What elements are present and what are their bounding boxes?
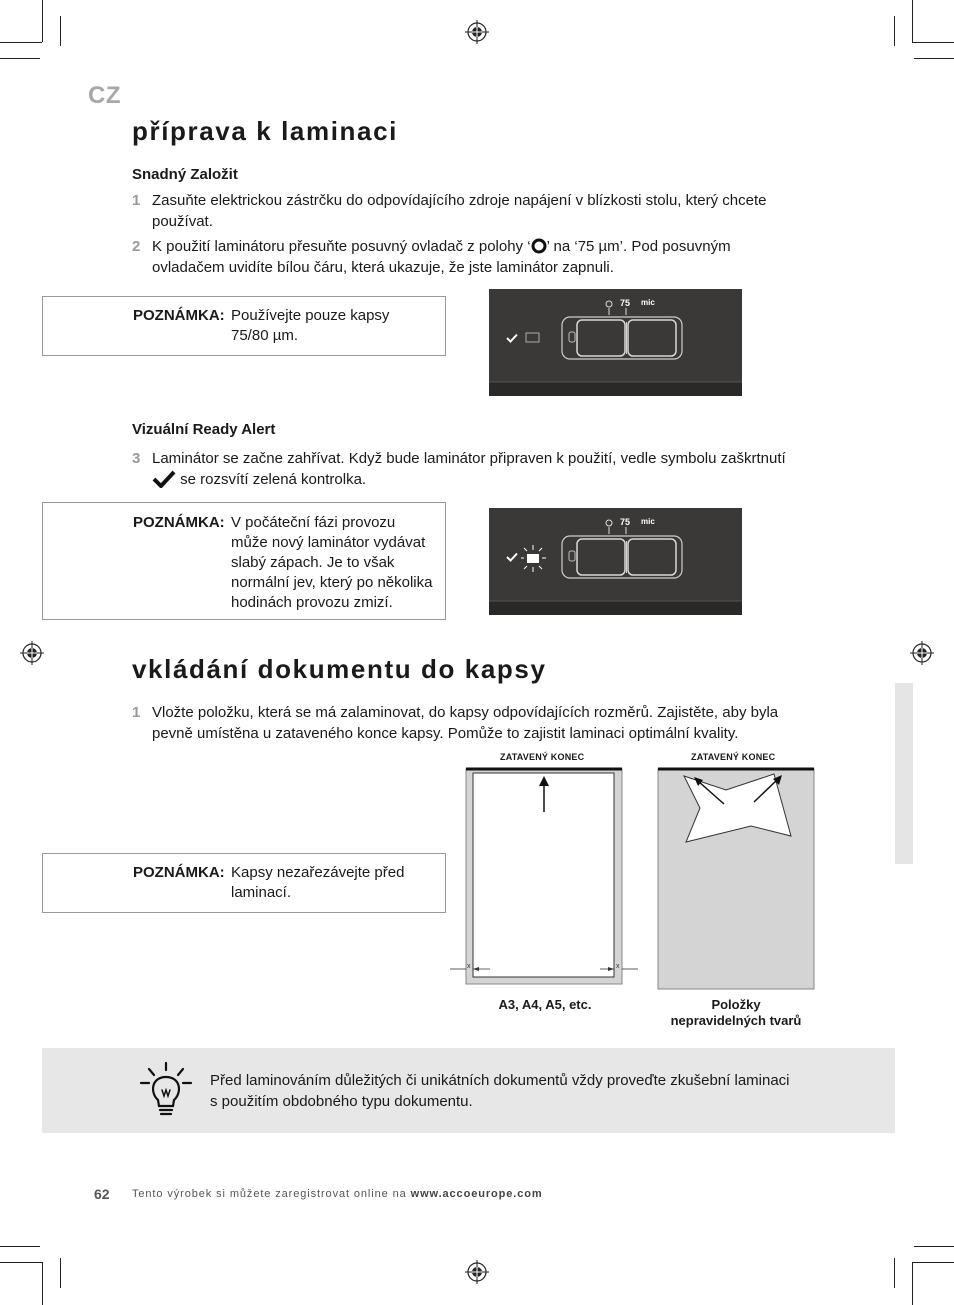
- note-line: 75/80 µm.: [231, 327, 299, 344]
- step-2: [132, 236, 832, 280]
- step-text-part: K použití laminátoru přesuňte posuvný ovladač z polohy ‘: [152, 238, 531, 255]
- check-icon: [506, 333, 518, 343]
- note-line: slabý zápach. Je to však: [231, 554, 395, 571]
- crop-mark: [42, 1262, 43, 1305]
- check-icon: [152, 470, 176, 488]
- section-title-insert-document: vkládání dokumentu do kapsy: [132, 654, 547, 684]
- margin-marker-right: x: [616, 963, 620, 970]
- step-1: [132, 190, 832, 234]
- crop-mark: [912, 42, 954, 43]
- note-line: laminací.: [231, 884, 292, 901]
- caption-line: Položky: [711, 997, 761, 1012]
- panel-label-75: 75: [620, 298, 631, 308]
- step-text-line: Vložte položku, která se má zalaminovat, do kapsy odpovídajících rozměrů. Zajistěte, aby byla: [152, 704, 779, 721]
- lightbulb-icon: [138, 1060, 194, 1120]
- crop-mark: [0, 58, 40, 59]
- footer-text: [132, 1188, 543, 1200]
- registration-mark-icon: [20, 641, 44, 665]
- crop-mark: [0, 1246, 40, 1247]
- step-text: [152, 190, 767, 232]
- note-box-2: [42, 502, 446, 620]
- laminator-panel-ready: [489, 508, 742, 615]
- step-text-line: pevně umístěna u zataveného konce kapsy. Pomůže to zajistit laminaci optimální kvality.: [152, 725, 739, 742]
- note-body: [231, 863, 404, 903]
- step-3: [132, 448, 832, 492]
- step-text-line: Laminátor se začne zahřívat. Když bude laminátor připraven k použití, vedle symbolu zaškrtnutí: [152, 450, 786, 467]
- panel-label-mic: mic: [641, 517, 655, 526]
- step-text: [152, 236, 731, 278]
- pouch-diagram-irregular: [656, 764, 816, 990]
- step-number: 2: [132, 238, 141, 255]
- note-line: normální jev, který po několika: [231, 574, 433, 591]
- step-number: 1: [132, 192, 141, 209]
- step-insert-1: [132, 702, 832, 746]
- pouch-diagram-standard: [450, 764, 640, 990]
- panel-label-75: 75: [620, 517, 631, 527]
- crop-mark: [60, 16, 61, 46]
- subheading-ready-alert: Vizuální Ready Alert: [132, 421, 276, 438]
- footer-url: www.accoeurope.com: [410, 1188, 543, 1200]
- check-icon: [506, 552, 518, 562]
- registration-mark-icon: [465, 1260, 489, 1284]
- step-text-line: ovladačem uvidíte bílou čáru, která ukazuje, že jste laminátor zapnuli.: [152, 259, 614, 276]
- step-text-part: ’ na ‘75 µm’. Pod posuvným: [546, 238, 731, 255]
- note-line: může nový laminátor vydávat: [231, 534, 426, 551]
- caption-line: nepravidelných tvarů: [670, 1013, 802, 1028]
- note-line: Kapsy nezařezávejte před: [231, 864, 405, 881]
- panel-label-mic: mic: [641, 298, 655, 307]
- crop-mark: [912, 0, 913, 42]
- tip-text-line: Před laminováním důležitých či unikátních dokumentů vždy proveďte zkušební laminaci: [210, 1072, 790, 1089]
- step-number: 1: [132, 704, 141, 721]
- note-label: POZNÁMKA:: [133, 514, 225, 531]
- crop-mark: [0, 1262, 42, 1263]
- crop-mark: [60, 1258, 61, 1288]
- registration-mark-icon: [910, 641, 934, 665]
- caption-irregular-shapes: [656, 997, 816, 1029]
- step-text-line: používat.: [152, 213, 213, 230]
- crop-mark: [914, 58, 954, 59]
- tip-text: [210, 1070, 790, 1112]
- step-text: [152, 448, 786, 490]
- crop-mark: [0, 42, 42, 43]
- note-line: hodinách provozu zmizí.: [231, 594, 393, 611]
- note-label: POZNÁMKA:: [133, 307, 225, 324]
- step-text-line: [152, 236, 731, 257]
- caption-standard-sizes: A3, A4, A5, etc.: [498, 997, 592, 1012]
- registration-mark-icon: [465, 20, 489, 44]
- footer-text-part: Tento výrobek si můžete zaregistrovat online na: [132, 1188, 411, 1200]
- crop-mark: [894, 16, 895, 46]
- step-text-line: Zasuňte elektrickou zástrčku do odpovídajícího zdroje napájení v blízkosti stolu, který chcete: [152, 192, 767, 209]
- section-title-preparation: příprava k laminaci: [132, 116, 398, 146]
- sealed-end-label-right: ZATAVENÝ KONEC: [691, 752, 776, 762]
- page-number: 62: [94, 1186, 110, 1202]
- crop-mark: [914, 1246, 954, 1247]
- note-body: [231, 513, 432, 613]
- language-code: CZ: [88, 82, 121, 109]
- margin-marker-left: x: [467, 963, 471, 970]
- note-body: [231, 306, 389, 346]
- crop-mark: [42, 0, 43, 42]
- note-box-3: [42, 853, 446, 913]
- step-number: 3: [132, 450, 141, 467]
- step-text: [152, 702, 778, 744]
- crop-mark: [912, 1262, 913, 1305]
- note-label: POZNÁMKA:: [133, 864, 225, 881]
- crop-mark: [912, 1262, 954, 1263]
- note-line: V počáteční fázi provozu: [231, 514, 396, 531]
- tip-box: [42, 1048, 895, 1133]
- sealed-end-label-left: ZATAVENÝ KONEC: [500, 752, 585, 762]
- tip-text-line: s použitím obdobného typu dokumentu.: [210, 1093, 473, 1110]
- crop-mark: [894, 1258, 895, 1288]
- note-box-1: [42, 296, 446, 356]
- subheading-easy-setup: Snadný Založit: [132, 166, 238, 183]
- side-tab: [895, 683, 913, 864]
- off-circle-icon: [531, 238, 547, 254]
- laminator-panel-off: [489, 289, 742, 396]
- step-text-part: se rozsvítí zelená kontrolka.: [180, 471, 367, 488]
- step-text-line: [152, 469, 786, 490]
- note-line: Používejte pouze kapsy: [231, 307, 390, 324]
